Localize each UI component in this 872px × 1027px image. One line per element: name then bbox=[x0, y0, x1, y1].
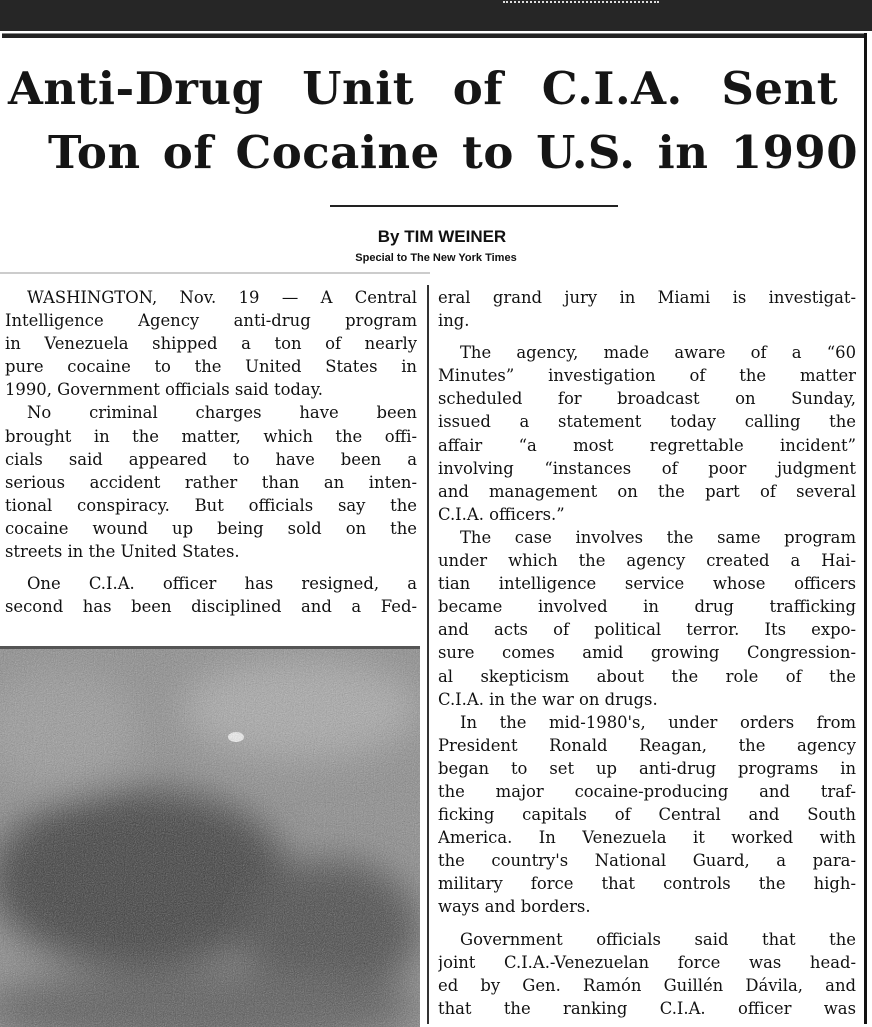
article-line: serious accident rather than an inten- bbox=[5, 472, 417, 492]
article-line: ways and borders. bbox=[438, 897, 591, 917]
article-line: and acts of political terror. Its expo- bbox=[438, 620, 856, 640]
article-line: President Ronald Reagan, the agency bbox=[438, 735, 856, 755]
byline-credit: Special to The New York Times bbox=[355, 252, 517, 264]
article-line: The agency, made aware of a “60 bbox=[460, 343, 856, 363]
paragraph-gap bbox=[5, 563, 417, 572]
article-line: al skepticism about the role of the bbox=[438, 666, 856, 686]
article-line: tian intelligence service whose officers bbox=[438, 574, 856, 594]
article-line: In the mid-1980's, under orders from bbox=[460, 712, 856, 732]
byline-author: By TIM WEINER bbox=[377, 227, 507, 246]
paragraph-gap bbox=[438, 332, 856, 341]
article-line: the country's National Guard, a para- bbox=[438, 851, 856, 871]
article-line: affair “a most regrettable incident” bbox=[438, 435, 856, 455]
article-line: scheduled for broadcast on Sunday, bbox=[438, 389, 856, 409]
article-line: No criminal charges have been bbox=[27, 403, 417, 423]
article-line: Government officials said that the bbox=[460, 929, 856, 949]
article-line: C.I.A. officers.” bbox=[438, 504, 565, 524]
article-line: streets in the United States. bbox=[5, 542, 240, 562]
article-line: under which the agency created a Hai- bbox=[438, 551, 856, 571]
article-line: that the ranking C.I.A. officer was bbox=[438, 998, 856, 1018]
article-line: cocaine wound up being sold on the bbox=[5, 518, 417, 538]
article-line: tional conspiracy. But officials say the bbox=[5, 495, 417, 515]
article-line: military force that controls the high- bbox=[438, 874, 856, 894]
page-top-rule bbox=[2, 33, 864, 38]
article-line: began to set up anti-drug programs in bbox=[438, 758, 856, 778]
article-line: and management on the part of several bbox=[438, 481, 856, 501]
column-box-edge bbox=[0, 272, 430, 274]
article-line: the major cocaine-producing and traf- bbox=[438, 781, 856, 801]
article-line: in Venezuela shipped a ton of nearly bbox=[5, 334, 417, 354]
article-line: issued a statement today calling the bbox=[438, 412, 856, 432]
article-line: joint C.I.A.-Venezuelan force was head- bbox=[438, 952, 856, 972]
article-line: Minutes” investigation of the matter bbox=[438, 366, 856, 386]
article-right-column bbox=[438, 286, 856, 1020]
article-photo bbox=[0, 646, 420, 1027]
column-divider bbox=[427, 285, 429, 1024]
article-line: C.I.A. in the war on drugs. bbox=[438, 689, 658, 709]
article-line: brought in the matter, which the offi- bbox=[5, 426, 417, 446]
article-line: ing. bbox=[438, 311, 470, 331]
article-line: 1990, Government officials said today. bbox=[5, 380, 323, 400]
article-line: America. In Venezuela it worked with bbox=[438, 828, 856, 848]
article-line: ed by Gen. Ramón Guillén Dávila, and bbox=[438, 975, 856, 995]
window-top-bar bbox=[0, 0, 872, 31]
article-line: Intelligence Agency anti-drug program bbox=[5, 311, 417, 331]
headline-rule bbox=[330, 205, 618, 207]
article-line: involving “instances of poor judgment bbox=[438, 458, 856, 478]
article-line: WASHINGTON, Nov. 19 — A Central bbox=[27, 288, 417, 307]
headline-line-1: Anti-Drug Unit of C.I.A. Sent bbox=[8, 62, 838, 115]
article-line: became involved in drug trafficking bbox=[438, 597, 856, 617]
article-line: One C.I.A. officer has resigned, a bbox=[27, 574, 417, 594]
article-line: sure comes amid growing Congression- bbox=[438, 643, 856, 663]
article-line: ficking capitals of Central and South bbox=[438, 805, 856, 825]
headline-line-2: Ton of Cocaine to U.S. in 1990 bbox=[48, 126, 858, 179]
article-line: The case involves the same program bbox=[460, 527, 856, 547]
paragraph-gap bbox=[438, 919, 856, 928]
article-line: cials said appeared to have been a bbox=[5, 449, 417, 469]
page-right-rule bbox=[864, 33, 867, 1024]
article-left-column bbox=[5, 286, 417, 618]
article-line: pure cocaine to the United States in bbox=[5, 357, 417, 377]
dotted-selection-marker bbox=[503, 1, 659, 5]
article-line: second has been disciplined and a Fed- bbox=[5, 597, 417, 617]
article-line: eral grand jury in Miami is investigat- bbox=[438, 288, 856, 307]
